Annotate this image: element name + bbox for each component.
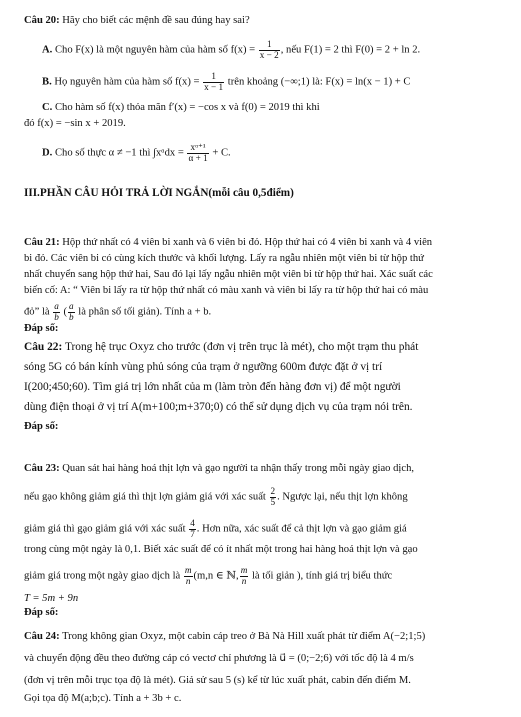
- q20-d-numerator: xᵅ⁺¹: [187, 143, 208, 154]
- q21-answer-label: [24, 322, 58, 337]
- q22-line-1: [24, 340, 418, 356]
- q22-answer-text: Đáp số:: [24, 421, 59, 432]
- q20-a-label: A.: [42, 44, 53, 56]
- q20-a-text-post: , nếu F(1) = 2 thì F(0) = 2 + ln 2.: [280, 44, 421, 56]
- q21-fraction-2: [68, 302, 75, 322]
- q23-fraction-2-5: [270, 487, 277, 507]
- q20-option-a: [42, 40, 420, 60]
- q20-d-text-pre: Cho số thực α ≠ −1 thì ∫xᵅdx =: [52, 147, 187, 159]
- q20-title: Câu 20:: [24, 15, 60, 26]
- q23-f3-den: n: [185, 575, 191, 586]
- q21-fraction-1-num: a: [54, 301, 59, 311]
- q20-prompt: Hãy cho biết các mệnh đề sau đúng hay sai?: [59, 15, 250, 26]
- q22-title: Câu 22:: [24, 341, 63, 353]
- q22-line-3: I(200;450;60). Tìm giá trị lớn nhất của m (làm tròn đến hàng đơn vị) để một người: [24, 381, 401, 393]
- section-heading: III.PHẦN CÂU HỎI TRẢ LỜI NGẮN(mỗi câu 0,5điểm): [24, 187, 294, 199]
- q23-f3-num: m: [184, 565, 192, 575]
- q23-answer-text: Đáp số:: [24, 607, 59, 618]
- q23-line-6: T = 5m + 9n: [24, 593, 79, 604]
- q21-line-1: [24, 236, 432, 251]
- q24-line-1: [24, 630, 425, 645]
- q23-answer-label: [24, 606, 58, 621]
- q21-fraction-1-den: b: [54, 311, 59, 322]
- q20-b-numerator: 1: [203, 72, 224, 83]
- q21-line-5: [24, 302, 211, 322]
- q21-fraction-2-num: a: [69, 301, 74, 311]
- q21-text-5-pre: đỏ” là: [24, 306, 53, 318]
- q21-answer-text: Đáp số:: [24, 323, 59, 334]
- q20-option-c-line2: đó f(x) = −sin x + 2019.: [24, 118, 126, 129]
- q23-line-5: [24, 566, 392, 586]
- q22-line-4: dùng điện thoại ở vị trí A(m+100;m+370;0) có thể sử dụng dịch vụ của trạm nói trên.: [24, 401, 413, 413]
- q20-b-label: B.: [42, 76, 52, 88]
- q20-a-numerator: 1: [259, 40, 280, 51]
- q23-line-4: trong cùng một ngày là 0,1. Biết xác suất để có ít nhất một trong hai hàng hoá thịt lợn và gạo: [24, 544, 418, 555]
- q21-line-4: biến cố: A: “ Viên bi lấy ra từ hộp thứ nhất có màu xanh và viên bi lấy ra từ hộp thứ hai có màu: [24, 285, 429, 296]
- q21-fraction-1: [53, 302, 60, 322]
- q21-text-1: Hộp thứ nhất có 4 viên bi xanh và 6 viên bi đỏ. Hộp thứ hai có 4 viên bi xanh và 4 viên: [59, 237, 433, 248]
- q23-fraction-m-n-2: [240, 566, 249, 586]
- q21-fraction-2-den: b: [69, 311, 74, 322]
- q23-f2-den: 7: [190, 528, 195, 539]
- q24-line-4: Gọi tọa độ M(a;b;c). Tính a + 3b + c.: [24, 693, 182, 704]
- q21-text-5-post: là phân số tối giản). Tính a + b.: [75, 306, 212, 318]
- q23-fraction-m-n: [184, 566, 193, 586]
- q21-text-5-mid: (: [60, 306, 68, 318]
- q20-b-text-pre: Họ nguyên hàm của hàm số f(x) =: [51, 76, 203, 88]
- q20-b-text-post: trên khoảng (−∞;1) là: F(x) = ln(x − 1) + C: [225, 76, 411, 88]
- q22-answer-label: [24, 420, 58, 435]
- q23-line-1: [24, 462, 414, 477]
- q20-b-fraction: [203, 72, 224, 92]
- q23-text-5-pre: giảm giá trong một ngày giao dịch là: [24, 570, 183, 582]
- q21-line-3: nhất chuyển sang hộp thứ hai, Sau đó lại lấy ngẫu nhiên một viên bi từ hộp thứ hai. Xác suất các: [24, 269, 433, 280]
- q23-f1-den: 5: [270, 496, 276, 507]
- q23-title: Câu 23:: [24, 463, 60, 474]
- q23-text-2-post: . Ngược lại, nếu thịt lợn không: [277, 491, 408, 503]
- q23-text-5-mid: (m,n ∈ ℕ,: [193, 570, 239, 582]
- q21-line-2: bi đỏ. Các viên bi có cùng kích thước và khối lượng. Lấy ra ngẫu nhiên một viên bi từ hộp thứ: [24, 253, 424, 264]
- q21-title: Câu 21:: [24, 237, 60, 248]
- q20-a-text-pre: Cho F(x) là một nguyên hàm của hàm số f(x) =: [52, 44, 258, 56]
- q20-option-c-line1: [42, 101, 320, 116]
- q20-d-text-post: + C.: [209, 147, 231, 159]
- q23-f2-num: 4: [190, 518, 195, 528]
- q23-fraction-4-7: [189, 519, 196, 539]
- q23-f4-num: m: [240, 565, 248, 575]
- q22-line-2: sóng 5G có bán kính vùng phủ sóng của trạm ở ngưỡng 600m được đặt ở vị trí: [24, 361, 383, 373]
- q20-prompt-line: [24, 14, 250, 29]
- q20-a-denominator: x − 2: [259, 49, 279, 60]
- q20-c-text-1: Cho hàm số f(x) thỏa mãn f′(x) = −cos x và f(0) = 2019 thì khi: [52, 102, 320, 113]
- q20-option-b: [42, 72, 410, 92]
- q20-b-denominator: x − 1: [204, 81, 224, 92]
- q24-title: Câu 24:: [24, 631, 60, 642]
- q23-f1-num: 2: [270, 486, 276, 496]
- q20-option-d: [42, 143, 231, 163]
- q23-line-2: [24, 487, 408, 507]
- q20-d-fraction: [187, 143, 208, 163]
- q24-line-2: và chuyển động đều theo đường cáp có vectơ chỉ phương là u⃗ = (0;−2;6) với tốc độ là 4 m/s: [24, 653, 414, 664]
- q24-text-1: Trong không gian Oxyz, một cabin cáp treo ở Bà Nà Hill xuất phát từ điểm A(−2;1;5): [59, 631, 426, 642]
- q24-line-3: (đơn vị trên mỗi trục tọa độ là mét). Giả sử sau 5 (s) kể từ lúc xuất phát, cabin đến điểm M.: [24, 675, 411, 686]
- q22-text-1: Trong hệ trục Oxyz cho trước (đơn vị trên trục là mét), cho một trạm thu phát: [62, 341, 419, 353]
- q23-text-3-pre: giảm giá thì gạo giảm giá với xác suất: [24, 523, 189, 535]
- q23-text-3-post: . Hơn nữa, xác suất để cả thịt lợn và gạo giảm giá: [196, 523, 407, 535]
- q23-f4-den: n: [241, 575, 247, 586]
- q20-d-label: D.: [42, 147, 53, 159]
- q20-a-fraction: [259, 40, 280, 60]
- q23-text-2-pre: nếu gạo không giảm giá thì thịt lợn giảm giá với xác suất: [24, 491, 269, 503]
- q23-line-3: [24, 519, 407, 539]
- q20-d-denominator: α + 1: [188, 152, 208, 163]
- q20-c-label: C.: [42, 102, 53, 113]
- q23-text-1: Quan sát hai hàng hoá thịt lợn và gạo người ta nhận thấy trong mỗi ngày giao dịch,: [59, 463, 415, 474]
- q23-text-5-post: là tối giản ), tính giá trị biểu thức: [249, 570, 393, 582]
